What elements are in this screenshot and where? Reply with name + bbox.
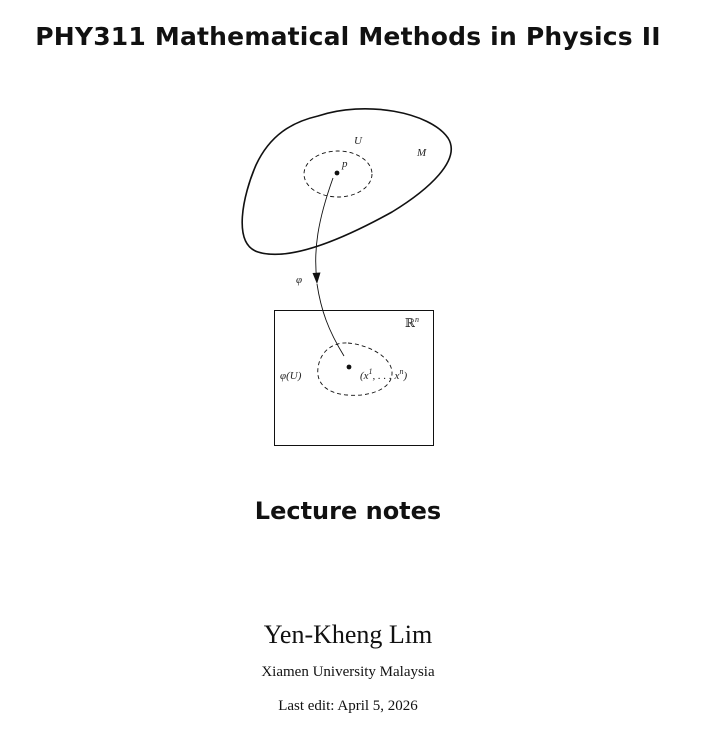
author-name: Yen-Kheng Lim bbox=[263, 620, 433, 649]
coordinates-open: (x bbox=[360, 370, 369, 382]
neighbourhood-label: U bbox=[354, 135, 362, 147]
coordinates-sup-n: n bbox=[399, 367, 404, 376]
author-affiliation: Xiamen University Malaysia bbox=[261, 664, 435, 680]
chart-map-arrow bbox=[316, 178, 333, 282]
euclidean-space-exponent: n bbox=[414, 315, 419, 324]
chart-map-continuation bbox=[317, 284, 344, 356]
image-point-dot bbox=[347, 365, 352, 370]
map-label: φ bbox=[296, 274, 303, 286]
chart-map-arrowhead bbox=[313, 273, 321, 285]
euclidean-space-label bbox=[405, 315, 419, 330]
last-edit-date: Last edit: April 5, 2026 bbox=[278, 698, 418, 714]
manifold-outline bbox=[242, 109, 451, 255]
euclidean-space-symbol: ℝ bbox=[405, 316, 415, 330]
document-subtitle: Lecture notes bbox=[254, 497, 442, 525]
coordinates-sup-1: 1 bbox=[368, 367, 373, 376]
course-title: PHY311 Mathematical Methods in Physics II bbox=[35, 22, 661, 51]
point-p-dot bbox=[335, 171, 340, 176]
coordinates-close: ) bbox=[403, 370, 408, 382]
manifold-label: M bbox=[417, 147, 427, 159]
point-label: p bbox=[342, 158, 348, 170]
coordinates-label bbox=[360, 367, 407, 382]
image-label: φ(U) bbox=[280, 370, 302, 382]
coordinates-mid: , . . . x bbox=[372, 370, 400, 382]
